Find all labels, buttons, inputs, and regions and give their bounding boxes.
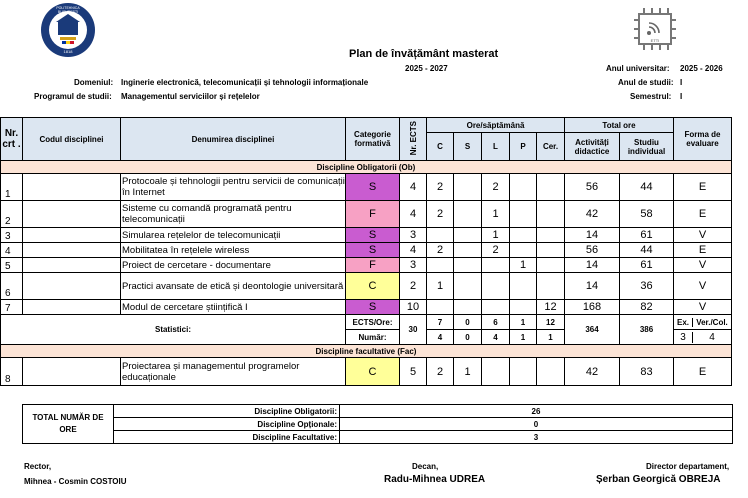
row-p — [510, 300, 537, 315]
row-name: Mobilitatea în rețelele wireless — [121, 243, 346, 258]
col-p: P — [510, 133, 537, 161]
row-studiu: 82 — [620, 300, 674, 315]
row-name: Practici avansate de etică și deontologie universitară — [121, 273, 346, 300]
row-category: F — [346, 201, 400, 228]
academic-year-value: 2025 - 2026 — [680, 64, 723, 73]
table-row — [1, 174, 732, 201]
row-s: 1 — [454, 358, 482, 386]
row-eval: V — [674, 273, 732, 300]
totals-fac-value: 3 — [340, 431, 733, 444]
row-p — [510, 358, 537, 386]
col-nr: Nr. crt . — [1, 118, 23, 161]
row-eval: V — [674, 258, 732, 273]
numar-s: 0 — [454, 330, 482, 345]
row-s — [454, 174, 482, 201]
stats-row-1 — [1, 315, 732, 330]
semester-label: Semestrul: — [630, 92, 672, 101]
row-code — [23, 243, 121, 258]
row-activ: 168 — [565, 300, 620, 315]
row-activ: 56 — [565, 243, 620, 258]
totals-ob-label: Discipline Obligatorii: — [114, 405, 340, 418]
row-name: Modul de cercetare științifică I — [121, 300, 346, 315]
dean-name: Radu-Mihnea UDREA — [384, 474, 486, 485]
row-studiu: 61 — [620, 258, 674, 273]
row-c — [427, 258, 454, 273]
row-studiu: 36 — [620, 273, 674, 300]
col-studiu: Studiu individual — [620, 133, 674, 161]
row-category: F — [346, 258, 400, 273]
row-l: 2 — [482, 243, 510, 258]
row-cer — [537, 201, 565, 228]
row-c: 2 — [427, 201, 454, 228]
row-studiu: 61 — [620, 228, 674, 243]
row-ects: 3 — [400, 228, 427, 243]
col-code: Codul disciplinei — [23, 118, 121, 161]
ore-s: 0 — [454, 315, 482, 330]
rector-name: Mihnea - Cosmin COSTOIU — [24, 477, 127, 486]
row-l: 2 — [482, 174, 510, 201]
ore-cer: 12 — [537, 315, 565, 330]
totals-row — [23, 405, 733, 418]
row-p — [510, 273, 537, 300]
row-s — [454, 243, 482, 258]
university-logo — [40, 2, 96, 58]
program-label: Programul de studii: — [34, 92, 112, 101]
row-activ: 14 — [565, 228, 620, 243]
row-s — [454, 228, 482, 243]
academic-year-label: Anul universitar: — [606, 64, 670, 73]
row-category: S — [346, 300, 400, 315]
row-cer — [537, 228, 565, 243]
row-nr: 7 — [1, 300, 23, 315]
totals-row — [23, 418, 733, 431]
numar-p: 1 — [510, 330, 537, 345]
section-ob: Discipline Obligatorii (Ob) — [1, 161, 732, 174]
row-code — [23, 358, 121, 386]
row-s — [454, 201, 482, 228]
dean-label: Decan, — [412, 462, 439, 471]
row-p — [510, 201, 537, 228]
row-ects: 2 — [400, 273, 427, 300]
row-nr: 1 — [1, 174, 23, 201]
col-activ: Activități didactice — [565, 133, 620, 161]
row-ects: 4 — [400, 243, 427, 258]
ects-ore-label: ECTS/Ore: — [346, 315, 400, 330]
row-l — [482, 300, 510, 315]
col-eval: Forma de evaluare — [674, 118, 732, 161]
totals-table — [22, 404, 733, 444]
row-category: S — [346, 228, 400, 243]
header-row-1 — [1, 118, 732, 133]
row-c: 1 — [427, 273, 454, 300]
row-code — [23, 300, 121, 315]
study-year-value: I — [680, 78, 683, 87]
row-cer — [537, 258, 565, 273]
totals-op-value: 0 — [340, 418, 733, 431]
col-cer: Cer. — [537, 133, 565, 161]
row-category: S — [346, 243, 400, 258]
section-fac: Discipline facultative (Fac) — [1, 345, 732, 358]
row-code — [23, 273, 121, 300]
row-nr: 8 — [1, 358, 23, 386]
logo-left-year: 1818 — [63, 49, 73, 54]
row-eval: E — [674, 243, 732, 258]
row-cer — [537, 358, 565, 386]
row-nr: 4 — [1, 243, 23, 258]
row-p — [510, 228, 537, 243]
program-value: Managementul serviciilor și rețelelor — [121, 92, 260, 101]
totals-label: TOTAL NUMĂR DE ORE — [23, 405, 114, 444]
stats-label: Statistici: — [1, 315, 346, 345]
row-activ: 56 — [565, 174, 620, 201]
domain-value: Inginerie electronică, telecomunicații și tehnologii informaționale — [121, 78, 369, 87]
row-l: 1 — [482, 228, 510, 243]
row-p — [510, 243, 537, 258]
rector-label: Rector, — [24, 462, 52, 471]
semester-value: I — [680, 92, 683, 101]
row-name: Proiectarea și managementul programelor educaționale — [121, 358, 346, 386]
row-activ: 42 — [565, 201, 620, 228]
row-eval: V — [674, 300, 732, 315]
row-code — [23, 228, 121, 243]
row-studiu: 58 — [620, 201, 674, 228]
row-s — [454, 300, 482, 315]
table-row — [1, 258, 732, 273]
col-s: S — [454, 133, 482, 161]
col-c: C — [427, 133, 454, 161]
totals-ob-value: 26 — [340, 405, 733, 418]
col-ects — [400, 118, 427, 161]
row-eval: V — [674, 228, 732, 243]
row-l — [482, 258, 510, 273]
period: 2025 - 2027 — [405, 64, 448, 73]
ore-c: 7 — [427, 315, 454, 330]
row-category: C — [346, 273, 400, 300]
table-row — [1, 300, 732, 315]
department-logo — [632, 6, 678, 54]
row-activ: 42 — [565, 358, 620, 386]
row-cer — [537, 273, 565, 300]
row-studiu: 83 — [620, 358, 674, 386]
row-nr: 2 — [1, 201, 23, 228]
ver-value: 4 — [709, 331, 715, 343]
ore-p: 1 — [510, 315, 537, 330]
row-c: 2 — [427, 358, 454, 386]
row-c: 2 — [427, 174, 454, 201]
row-nr: 6 — [1, 273, 23, 300]
row-l — [482, 273, 510, 300]
domain-label: Domeniul: — [74, 78, 114, 87]
table-row — [1, 243, 732, 258]
row-code — [23, 174, 121, 201]
row-eval: E — [674, 201, 732, 228]
row-studiu: 44 — [620, 174, 674, 201]
section-row — [1, 345, 732, 358]
logo-right-text: ETTI — [650, 38, 660, 43]
curriculum-table — [0, 117, 732, 386]
row-activ: 14 — [565, 258, 620, 273]
table-row — [1, 273, 732, 300]
row-c — [427, 300, 454, 315]
row-ects: 10 — [400, 300, 427, 315]
col-ects-label: Nr. ECTS — [408, 120, 418, 156]
row-eval: E — [674, 358, 732, 386]
row-activ: 14 — [565, 273, 620, 300]
row-studiu: 44 — [620, 243, 674, 258]
director-name: Șerban Georgică OBREJA — [596, 474, 721, 485]
row-code — [23, 201, 121, 228]
ects-total: 30 — [400, 315, 427, 345]
study-year-label: Anul de studii: — [618, 78, 674, 87]
numar-c: 4 — [427, 330, 454, 345]
row-c — [427, 228, 454, 243]
row-s — [454, 273, 482, 300]
row-eval: E — [674, 174, 732, 201]
col-hours: Ore/săptămână — [427, 118, 565, 133]
row-ects: 4 — [400, 174, 427, 201]
ex-value: 3 — [674, 332, 693, 343]
row-nr: 3 — [1, 228, 23, 243]
table-row — [1, 228, 732, 243]
row-nr: 5 — [1, 258, 23, 273]
row-s — [454, 258, 482, 273]
page-title: Plan de învățământ masterat — [349, 48, 499, 60]
table-row — [1, 358, 732, 386]
ver-label: Ver./Col. — [696, 317, 728, 327]
row-category: C — [346, 358, 400, 386]
row-l — [482, 358, 510, 386]
act-total: 364 — [565, 315, 620, 345]
numar-cer: 1 — [537, 330, 565, 345]
numar-label: Număr: — [346, 330, 400, 345]
row-ects: 3 — [400, 258, 427, 273]
section-row — [1, 161, 732, 174]
ore-l: 6 — [482, 315, 510, 330]
stud-total: 386 — [620, 315, 674, 345]
numar-l: 4 — [482, 330, 510, 345]
ex-label: Ex. — [674, 318, 693, 327]
col-l: L — [482, 133, 510, 161]
row-name: Sisteme cu comandă programată pentru telecomunicații — [121, 201, 346, 228]
logo-left-text: POLITEHNICA BUCUREȘTI — [56, 6, 80, 14]
row-p — [510, 174, 537, 201]
col-name: Denumirea disciplinei — [121, 118, 346, 161]
col-total: Total ore — [565, 118, 674, 133]
row-c: 2 — [427, 243, 454, 258]
totals-op-label: Discipline Opționale: — [114, 418, 340, 431]
ex-ver-values — [674, 330, 732, 345]
col-category: Categorie formativă — [346, 118, 400, 161]
row-l: 1 — [482, 201, 510, 228]
row-category: S — [346, 174, 400, 201]
totals-fac-label: Discipline Facultative: — [114, 431, 340, 444]
table-row — [1, 201, 732, 228]
row-code — [23, 258, 121, 273]
row-cer — [537, 243, 565, 258]
totals-row — [23, 431, 733, 444]
row-ects: 4 — [400, 201, 427, 228]
ex-ver-header — [674, 315, 732, 330]
row-name: Simularea rețelelor de telecomunicații — [121, 228, 346, 243]
row-cer — [537, 174, 565, 201]
row-p: 1 — [510, 258, 537, 273]
row-name: Proiect de cercetare - documentare — [121, 258, 346, 273]
row-ects: 5 — [400, 358, 427, 386]
row-name: Protocoale și tehnologii pentru servicii de comunicații în Internet — [121, 174, 346, 201]
row-cer: 12 — [537, 300, 565, 315]
director-label: Director departament, — [646, 462, 730, 471]
